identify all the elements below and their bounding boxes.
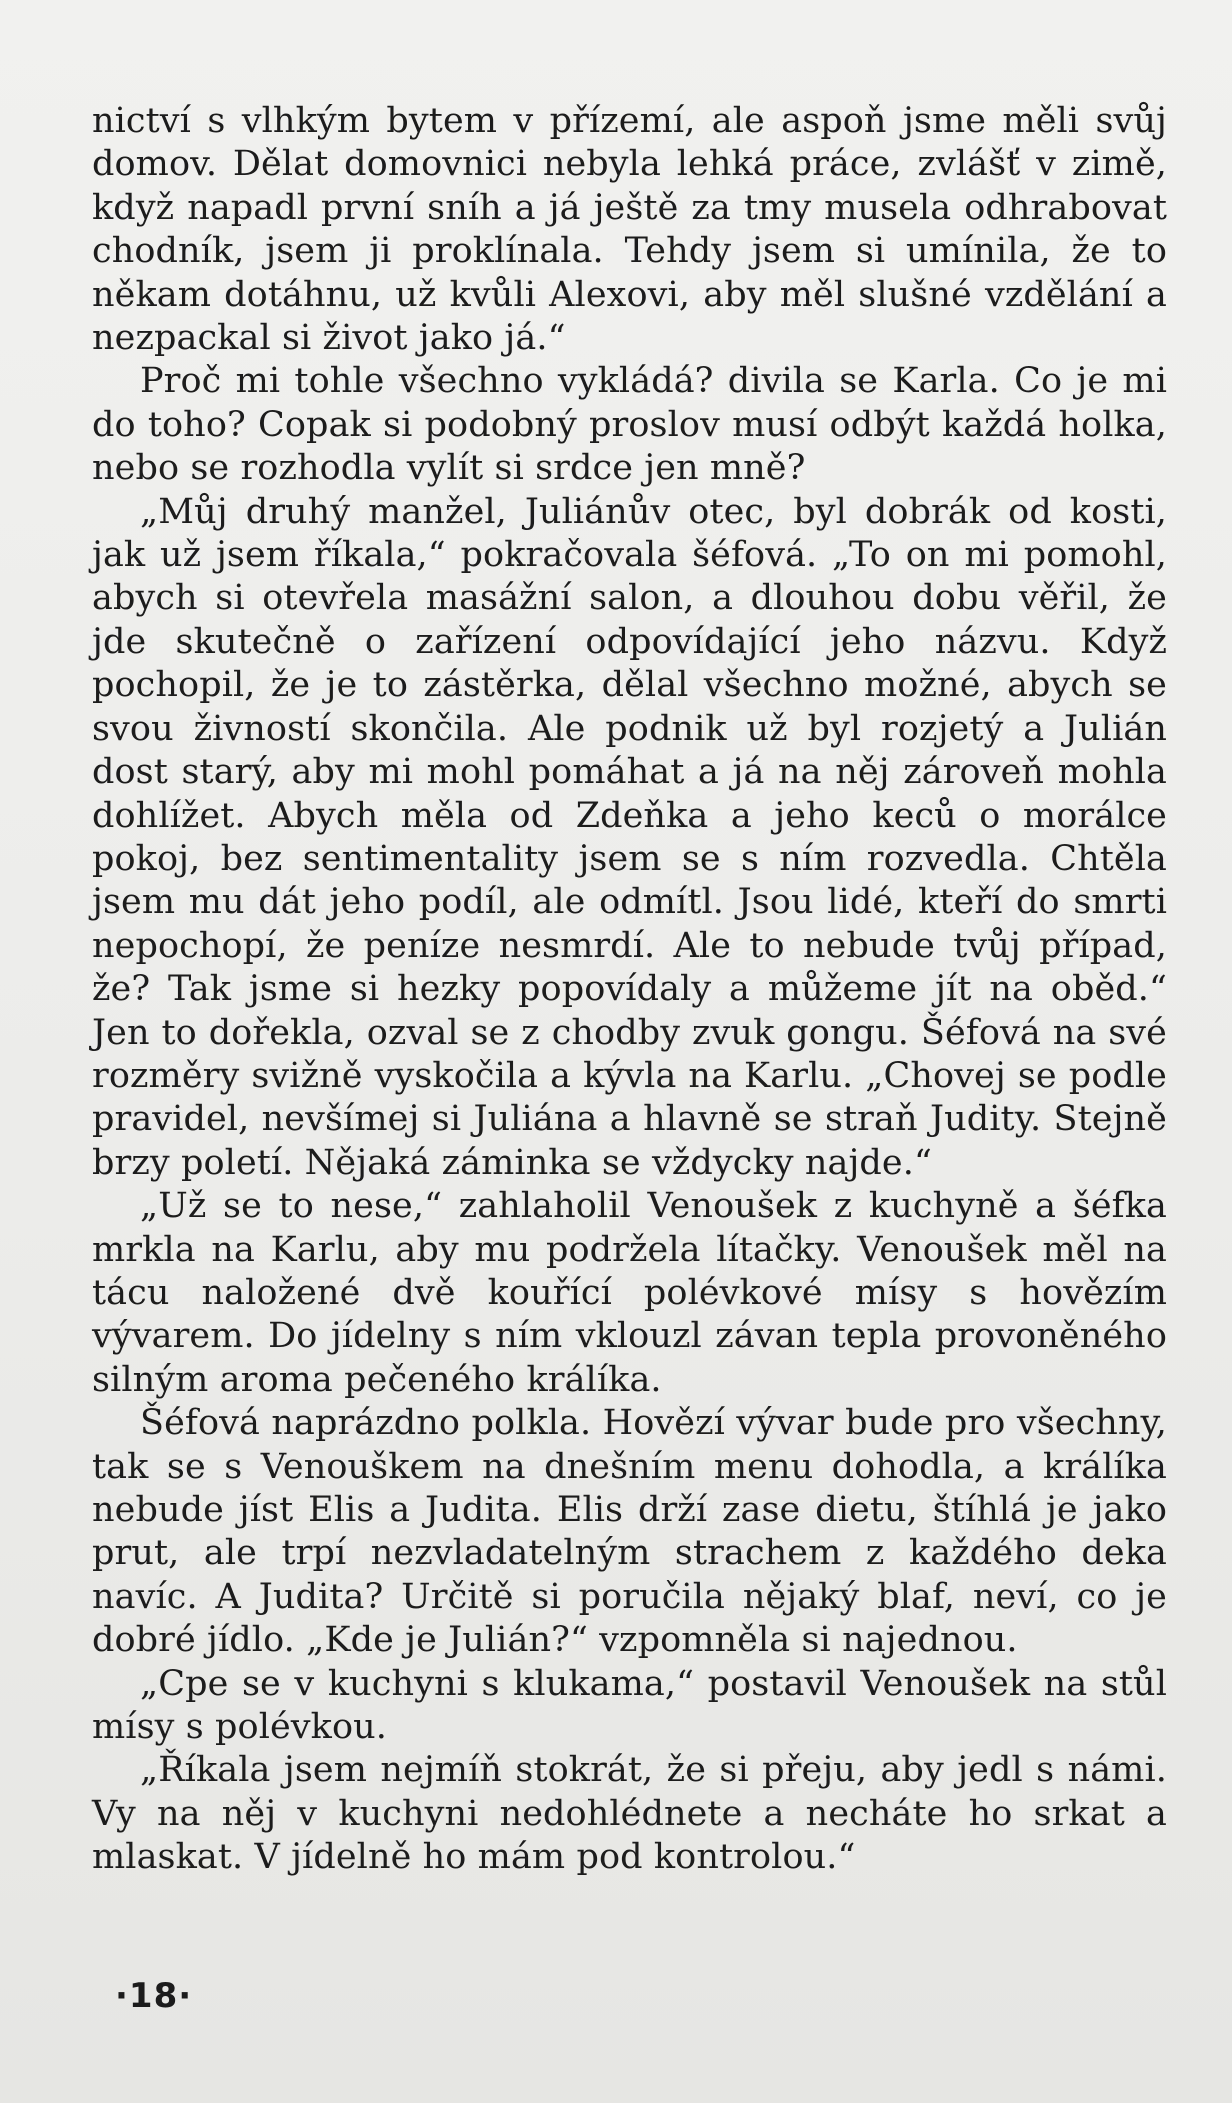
paragraph-4: „Už se to nese,“ zahlaholil Venoušek z kuchyně a šéfka mrkla na Karlu, aby mu podržela lítačky. Venoušek měl na tácu naložené dvě kouřící polévkové mísy s hovězím vývarem. Do jídelny s ním vklouzl závan tepla provoněného silným aroma pečeného králíka. bbox=[92, 1186, 1167, 1400]
paragraph-7: „Říkala jsem nejmíň stokrát, že si přeju, aby jedl s námi. Vy na něj v kuchyni nedohlédnete a necháte ho srkat a mlaskat. V jídelně ho mám pod kontrolou.“ bbox=[92, 1750, 1167, 1878]
paragraph-5: Šéfová naprázdno polkla. Hovězí vývar bude pro všechny, tak se s Venouškem na dnešním menu dohodla, a králíka nebude jíst Elis a Judita. Elis drží zase dietu, štíhlá je jako prut, ale trpí nezvladatelným strachem z každého deka navíc. A Judita? Určitě si poručila nějaký blaf, neví, co je dobré jídlo. „Kde je Julián?“ vzpomněla si najednou. bbox=[92, 1403, 1167, 1661]
body-text bbox=[92, 100, 1167, 1880]
paragraph-1: nictví s vlhkým bytem v přízemí, ale aspoň jsme měli svůj domov. Dělat domovnici nebyla lehká práce, zvlášť v zimě, když napadl první sníh a já ještě za tmy musela odhrabovat chodník, jsem ji proklínala. Tehdy jsem si umínila, že to někam dotáhnu, už kvůli Alexovi, aby měl slušné vzdělání a nezpackal si život jako já.“ bbox=[92, 101, 1167, 359]
paragraph-3: „Můj druhý manžel, Juliánův otec, byl dobrák od kosti, jak už jsem říkala,“ pokračovala šéfová. „To on mi pomohl, abych si otevřela masážní salon, a dlouhou dobu věřil, že jde skutečně o zařízení odpovídající jeho názvu. Když pochopil, že je to zástěrka, dělal všechno možné, abych se svou živností skončila. Ale podnik už byl rozjetý a Julián dost starý, aby mi mohl pomáhat a já na něj zároveň mohla dohlížet. Abych měla od Zdeňka a jeho keců o morálce pokoj, bez sentimentality jsem se s ním rozvedla. Chtěla jsem mu dát jeho podíl, ale odmítl. Jsou lidé, kteří do smrti nepochopí, že peníze nesmrdí. Ale to nebude tvůj případ, že? Tak jsme si hezky popovídaly a můžeme jít na oběd.“ Jen to dořekla, ozval se z chodby zvuk gongu. Šéfová na své rozměry svižně vyskočila a kývla na Karlu. „Chovej se podle pravidel, nevšímej si Juliána a hlavně se straň Judity. Stejně brzy poletí. Nějaká záminka se vždycky najde.“ bbox=[92, 491, 1167, 1183]
page-number: ·18· bbox=[115, 1976, 193, 2016]
paragraph-2: Proč mi tohle všechno vykládá? divila se Karla. Co je mi do toho? Copak si podobný proslov musí odbýt každá holka, nebo se rozhodla vylít si srdce jen mně? bbox=[92, 361, 1167, 489]
paragraph-6: „Cpe se v kuchyni s klukama,“ postavil Venoušek na stůl mísy s polévkou. bbox=[92, 1663, 1167, 1748]
